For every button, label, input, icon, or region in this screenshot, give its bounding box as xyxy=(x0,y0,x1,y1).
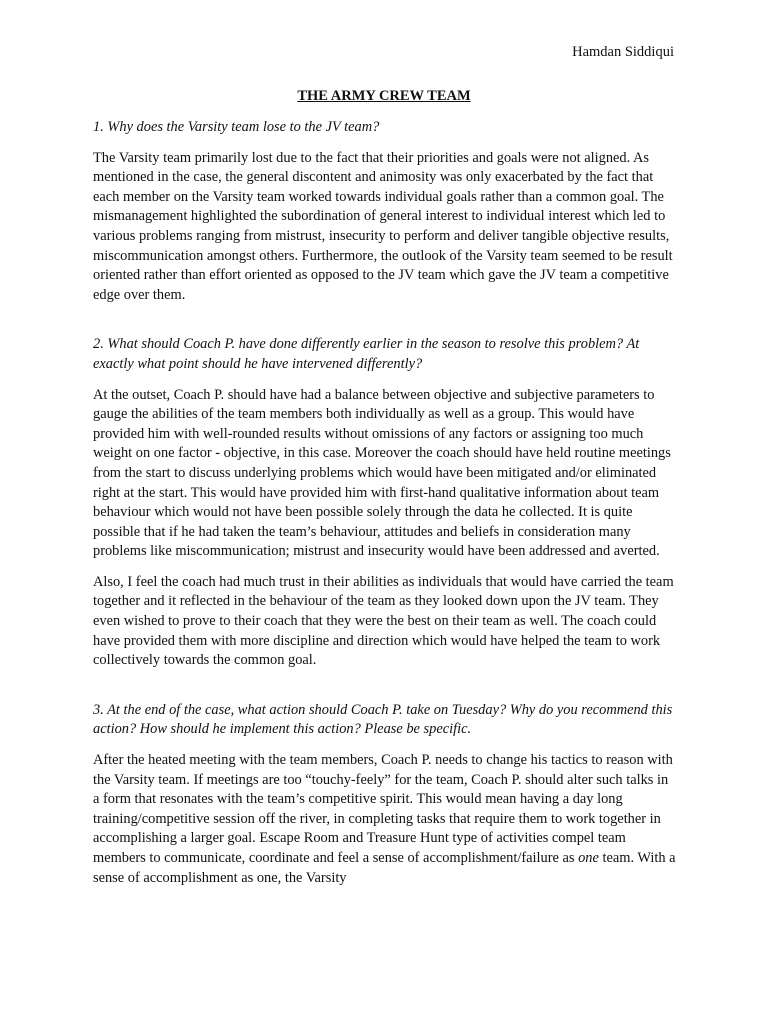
author-name: Hamdan Siddiqui xyxy=(572,44,674,60)
question-2: 2. What should Coach P. have done differently earlier in the season to resolve this problem? At exactly what point should he have intervened differently? xyxy=(93,336,640,372)
answer-3-paragraph-1 xyxy=(93,751,677,888)
answer-2-paragraph-1: At the outset, Coach P. should have had a balance between objective and subjective parameters to gauge the abilities of the team members both individually as well as a group. This would have provided him with well-rounded results without omissions of any factors or assigning too much weight on one factor - objective, in this case. Moreover the coach should have held routine meetings from the start to discuss underlying problems which would have been mitigated and/or eliminated right at the start. This would have provided him with first-hand qualitative information about team behaviour which would not have been possible solely through the data he collected. It is quite possible that if he had taken the team’s behaviour, attitudes and beliefs in consideration many problems like miscommunication; mistrust and insecurity would have been addressed and averted. xyxy=(93,386,671,560)
answer-3-emphasis: one xyxy=(578,850,599,866)
document-title: THE ARMY CREW TEAM xyxy=(297,88,471,104)
answer-3-text-end: team. With a sense of accomplishment as one, the Varsity xyxy=(93,850,676,886)
document-body xyxy=(93,118,677,899)
answer-1-paragraph-1: The Varsity team primarily lost due to the fact that their priorities and goals were not aligned. As mentioned in the case, the general discontent and animosity was only exacerbated by the fact that each member on the Varsity team worked towards individual goals rather than a common goal. The mismanagement highlighted the subordination of general interest to individual interest which led to various problems ranging from mistrust, insecurity to perform and deliver tangible objective results, miscommunication amongst others. Furthermore, the outlook of the Varsity team seemed to be result oriented rather than effort oriented as opposed to the JV team which gave the JV team a competitive edge over them. xyxy=(93,149,673,303)
answer-2-paragraph-2: Also, I feel the coach had much trust in their abilities as individuals that would have carried the team together and it reflected in the behaviour of the team as they looked down upon the JV team. They even wished to prove to their coach that they were the best on their team as well. The coach could have provided them with more discipline and direction which would have helped the team to work collectively towards the common goal. xyxy=(93,573,674,669)
question-1: 1. Why does the Varsity team lose to the JV team? xyxy=(93,119,380,135)
question-3: 3. At the end of the case, what action should Coach P. take on Tuesday? Why do you recommend this action? How should he implement this action? Please be specific. xyxy=(93,701,673,738)
answer-3-text-start: After the heated meeting with the team members, Coach P. needs to change his tactics to reason with the Varsity team. If meetings are too “touchy-feely” for the team, Coach P. should alter such talks in a form that resonates with the team’s competitive spirit. This would mean having a day long training/competitive session off the river, in completing tasks that require them to work together in accomplishing a larger goal. Escape Room and Treasure Hunt type of activities compel team members to communicate, coordinate and feel a sense of accomplishment/failure as xyxy=(93,752,673,866)
